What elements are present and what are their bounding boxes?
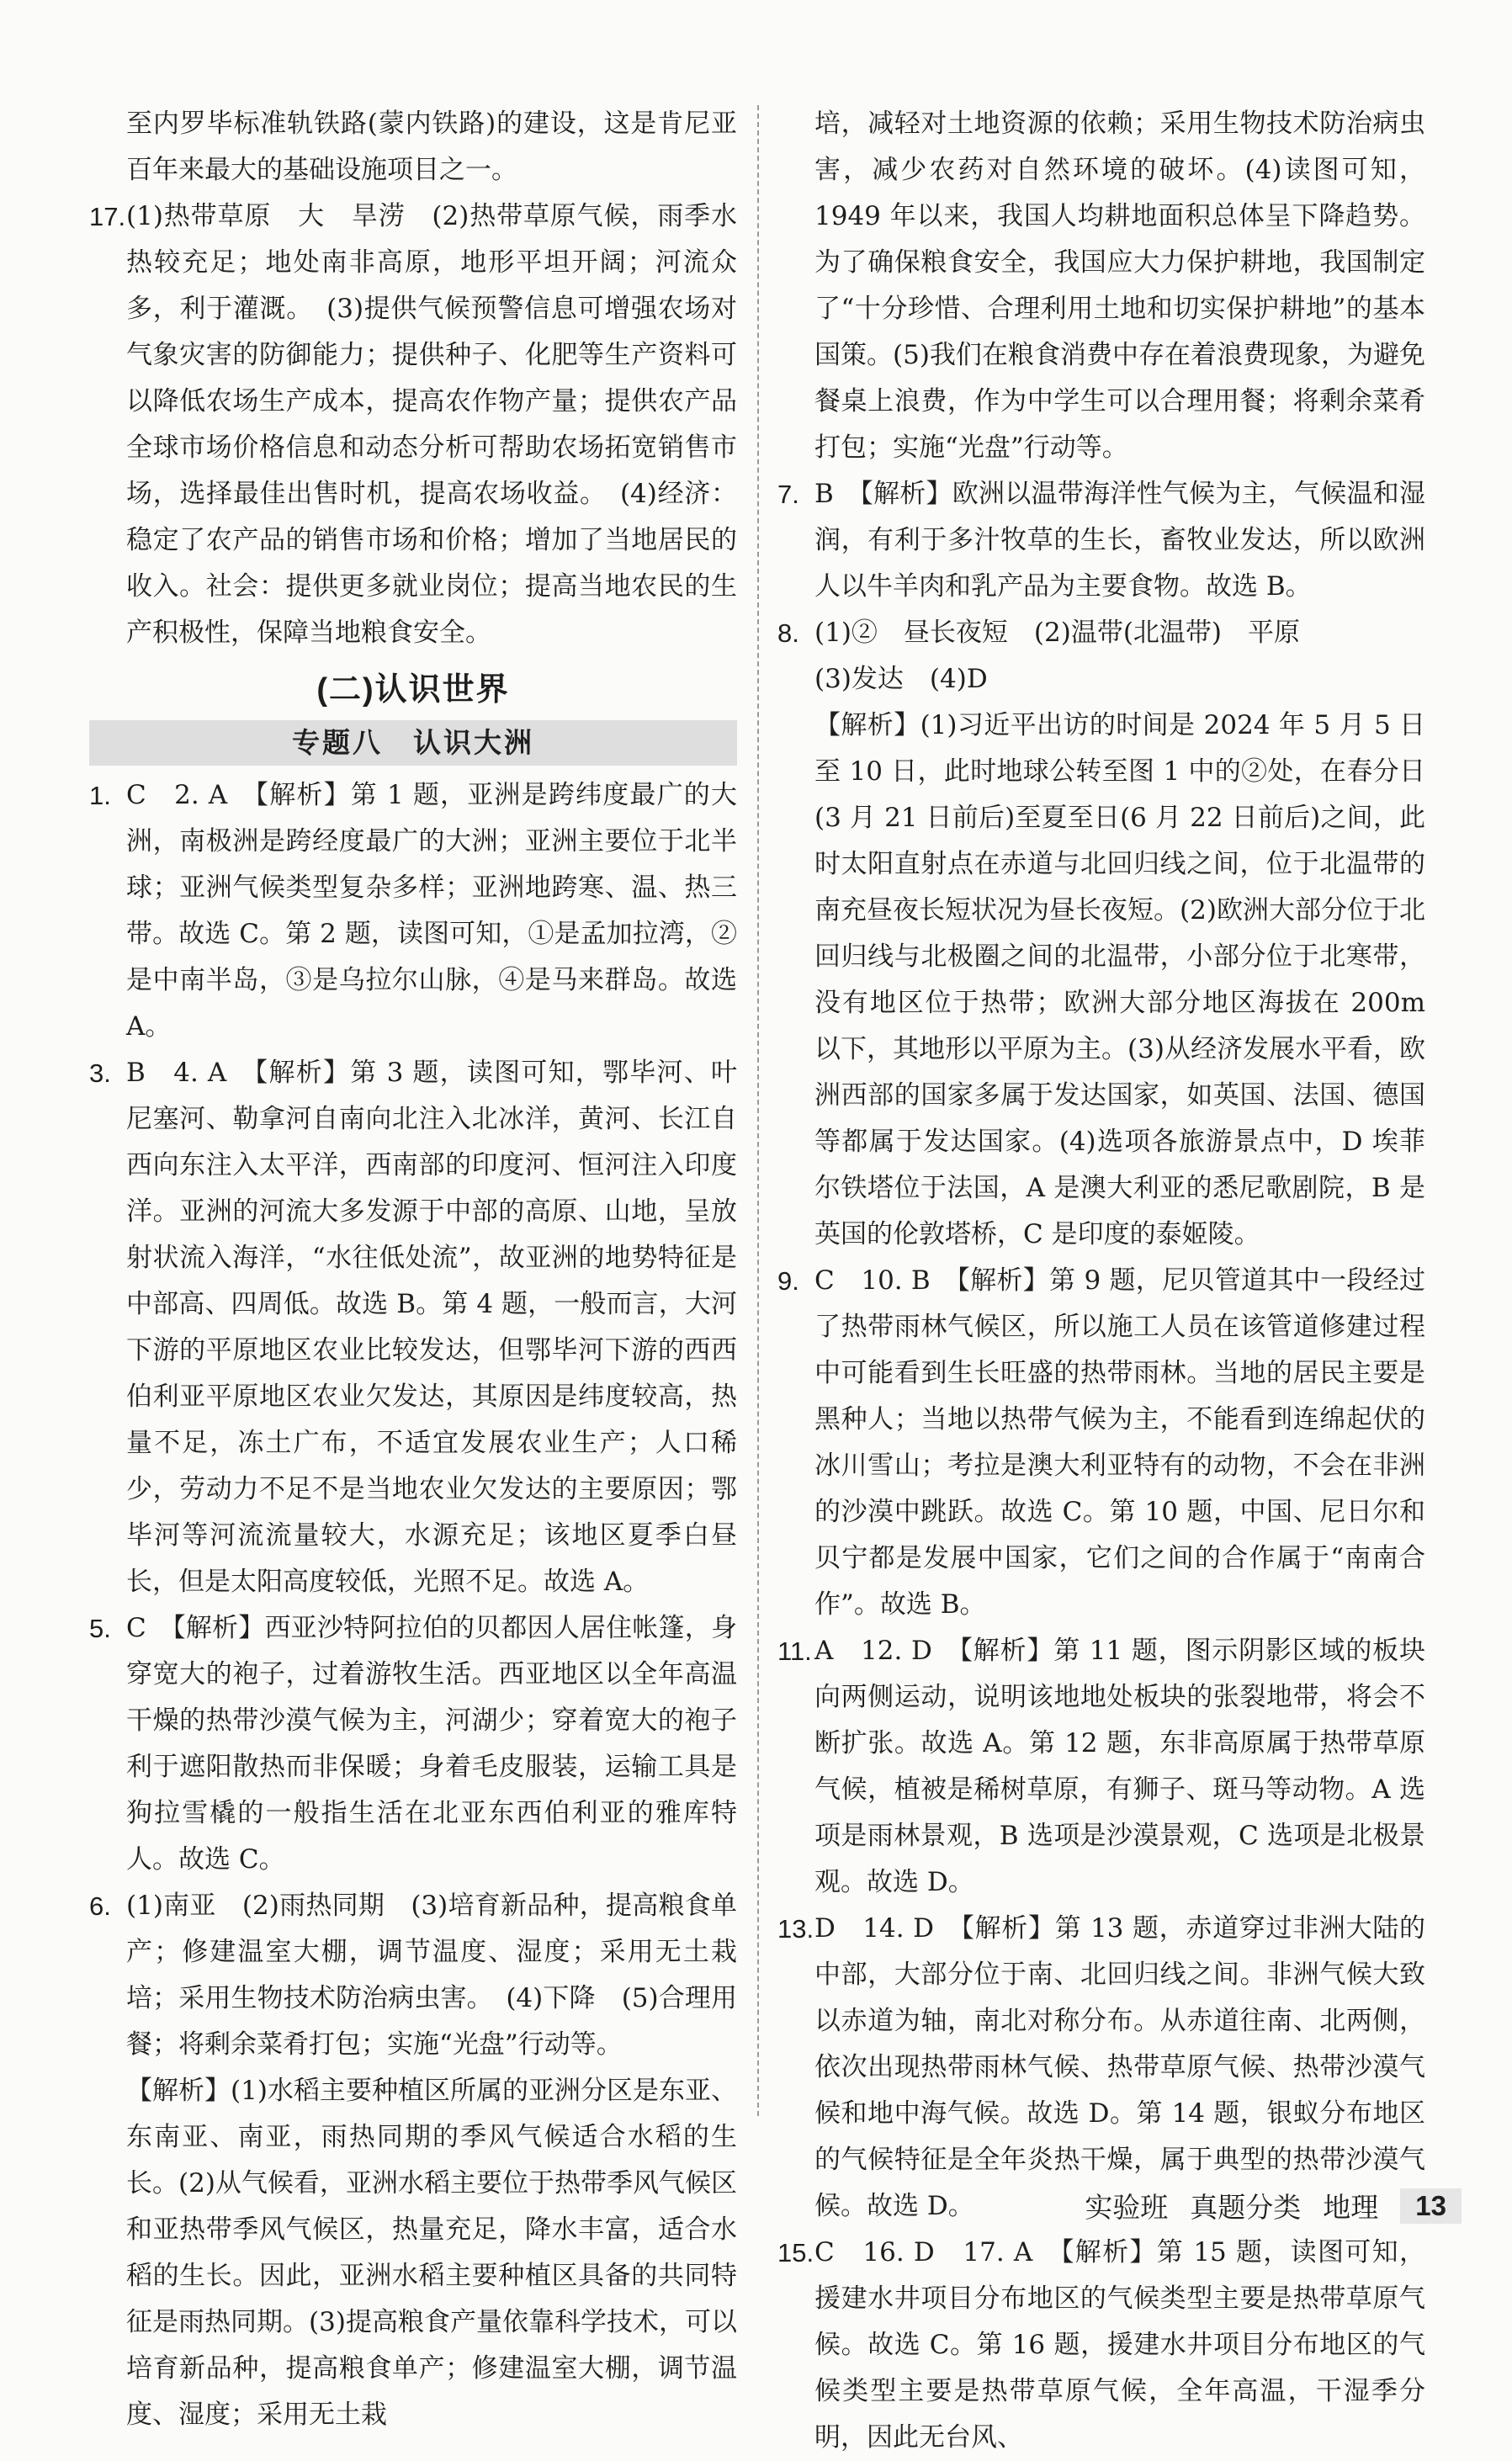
answer-6: [89, 1883, 737, 2068]
answer-text: B 4. A 【解析】第 3 题，读图可知，鄂毕河、叶尼塞河、勒拿河自南向北注入北冰洋，黄河、长江自西向东注入太平洋，西南部的印度河、恒河注入印度洋。亚洲的河流大多发源于中部的高原、山地，呈放射状流入海洋，“水往低处流”，故亚洲的地势特征是中部高、四周低。故选 B。第 4 题，一般而言，大河下游的平原地区农业比较发达，但鄂毕河下游的西西伯利亚平原地区农业欠发达，其原因是纬度较高，热量不足，冻土广布，不适宜发展农业生产；人口稀少，劳动力不足不是当地农业欠发达的主要原因；鄂毕河等河流流量较大，水源充足；该地区夏季白昼长，但是太阳高度较低，光照不足。故选 A。: [126, 1058, 737, 1597]
answer-line: (3)发达 (4)D: [814, 664, 988, 694]
answer-text: C 10. B 【解析】第 9 题，尼贝管道其中一段经过了热带雨林气候区，所以施工人员在该管道修建过程中可能看到生长旺盛的热带雨林。当地的居民主要是黑种人；当地以热带气候为主，不能看到连绵起伏的冰川雪山；考拉是澳大利亚特有的动物，不会在非洲的沙漠中跳跃。故选 C。第 10 题，中国、尼日尔和贝宁都是发展中国家，它们之间的合作属于“南南合作”。故选 B。: [814, 1265, 1425, 1620]
analysis-text: 【解析】(1)习近平出访的时间是 2024 年 5 月 5 日至 10 日，此时地球公转至图 1 中的②处，在春分日(3 月 21 日前后)至夏至日(6 月 22 日前后)之间，此时太阳直射点在赤道与北回归线之间，位于北温带的南充昼夜长短状况为昼长夜短。(2)欧洲大部分位于北回归线与北极圈之间的北温带，小部分位于北寒带，没有地区位于热带；欧洲大部分地区海拔在 200m 以下，其地形以平原为主。(3)从经济发展水平看，欧洲西部的国家多属于发达国家，如英国、法国、德国等都属于发达国家。(4)选项各旅游景点中，D 埃菲尔铁塔位于法国，A 是澳大利亚的悉尼歌剧院，B 是英国的伦敦塔桥，C 是印度的泰姬陵。: [814, 710, 1425, 1249]
question-number: 7.: [777, 480, 799, 509]
answer-text: C 2. A 【解析】第 1 题，亚洲是跨纬度最广的大洲，南极洲是跨经度最广的大洲；亚洲主要位于北半球；亚洲气候类型复杂多样；亚洲地跨寒、温、热三带。故选 C。第 2 题，读图可知，①是孟加拉湾，②是中南半岛，③是乌拉尔山脉，④是马来群岛。故选 A。: [126, 780, 737, 1042]
answer-3: [89, 1050, 737, 1605]
answer-7: [777, 471, 1425, 610]
question-number: 17.: [89, 202, 126, 231]
question-number: 3.: [89, 1058, 111, 1088]
right-column: [777, 101, 1425, 2461]
answer-text: C 【解析】西亚沙特阿拉伯的贝都因人居住帐篷，身穿宽大的袍子，过着游牧生活。西亚地区以全年高温干燥的热带沙漠气候为主，河湖少；穿着宽大的袍子利于遮阳散热而非保暖；身着毛皮服装，运输工具是狗拉雪橇的一般指生活在北亚东西伯利亚的雅库特人。故选 C。: [126, 1613, 737, 1875]
question-number: 13.: [777, 1914, 814, 1944]
question-number: 8.: [777, 618, 799, 648]
answer-11: [777, 1628, 1425, 1906]
answer-text: (1)南亚 (2)雨热同期 (3)培育新品种，提高粮食单产；修建温室大棚，调节温度、湿度；采用无土栽培；采用生物技术防治病虫害。 (4)下降 (5)合理用餐；将剩余菜肴打包；实施“光盘”行动等。: [126, 1891, 737, 2060]
question-number: 1.: [89, 781, 111, 810]
question-number: 11.: [777, 1636, 812, 1666]
page-number: 13: [1400, 2188, 1462, 2224]
answer-text: C 16. D 17. A 【解析】第 15 题，读图可知，援建水井项目分布地区的气候类型主要是热带草原气候。故选 C。第 16 题，援建水井项目分布地区的气候类型主要是热带草原气候，全年高温，干湿季分明，因此无台风、: [814, 2237, 1425, 2453]
question-number: 5.: [89, 1614, 111, 1643]
answer-line: (1)② 昼长夜短 (2)温带(北温带) 平原: [814, 618, 1301, 648]
continued-text: 培，减轻对土地资源的依赖；采用生物技术防治病虫害，减少农药对自然环境的破坏。(4)读图可知，1949 年以来，我国人均耕地面积总体呈下降趋势。为了确保粮食安全，我国应大力保护耕地，我国制定了“十分珍惜、合理利用土地和切实保护耕地”的基本国策。(5)我们在粮食消费中存在着浪费现象，为避免餐桌上浪费，作为中学生可以合理用餐；将剩余菜肴打包；实施“光盘”行动等。: [814, 109, 1425, 463]
answer-text: A 12. D 【解析】第 11 题，图示阴影区域的板块向两侧运动，说明该地地处板块的张裂地带，将会不断扩张。故选 A。第 12 题，东非高原属于热带草原气候，植被是稀树草原，有狮子、斑马等动物。A 选项是雨林景观，B 选项是沙漠景观，C 选项是北极景观。故选 D。: [814, 1636, 1425, 1897]
left-column: [89, 101, 737, 2438]
answer-15: [777, 2230, 1425, 2461]
continued-text: 至内罗毕标准轨铁路(蒙内铁路)的建设，这是肯尼亚百年来最大的基础设施项目之一。: [126, 109, 737, 185]
answer-text: B 【解析】欧洲以温带海洋性气候为主，气候温和湿润，有利于多汁牧草的生长，畜牧业发达，所以欧洲人以牛羊肉和乳产品为主要食物。故选 B。: [814, 479, 1425, 602]
page-footer: [1085, 2186, 1462, 2225]
footer-subject: 地理: [1323, 2192, 1379, 2223]
answer-8: [777, 610, 1425, 703]
question-number: 9.: [777, 1266, 799, 1296]
question-number: 15.: [777, 2238, 814, 2267]
section-title: (二)认识世界: [316, 672, 510, 708]
answer-1: [89, 772, 737, 1050]
answer-text: (1)热带草原 大 旱涝 (2)热带草原气候，雨季水热较充足；地处南非高原，地形平坦开阔；河流众多，利于灌溉。 (3)提供气候预警信息可增强农场对气象灾害的防御能力；提供种子、化肥等生产资料可以降低农场生产成本，提高农作物产量；提供农产品全球市场价格信息和动态分析可帮助农场拓宽销售市场，选择最佳出售时机，提高农场收益。 (4)经济：稳定了农产品的销售市场和价格；增加了当地居民的收入。社会：提供更多就业岗位；提高当地农民的生产积极性，保障当地粮食安全。: [126, 201, 737, 648]
answer-17: [89, 194, 737, 656]
topic-title: 专题八 认识大洲: [89, 720, 737, 766]
analysis-text: 【解析】(1)水稻主要种植区所属的亚洲分区是东亚、东南亚、南亚，雨热同期的季风气候适合水稻的生长。(2)从气候看，亚洲水稻主要位于热带季风气候区和亚热带季风气候区，热量充足，降水丰富，适合水稻的生长。因此，亚洲水稻主要种植区具备的共同特征是雨热同期。(3)提高粮食产量依靠科学技术，可以培育新品种，提高粮食单产；修建温室大棚，调节温度、湿度；采用无土栽: [126, 2076, 737, 2430]
footer-book: 真题分类: [1190, 2192, 1302, 2223]
column-divider: [757, 105, 759, 2116]
answer-text: D 14. D 【解析】第 13 题，赤道穿过非洲大陆的中部，大部分位于南、北回归线之间。非洲气候大致以赤道为轴，南北对称分布。从赤道往南、北两侧，依次出现热带雨林气候、热带草原气候、热带沙漠气候和地中海气候。故选 D。第 14 题，银蚁分布地区的气候特征是全年炎热干燥，属于典型的热带沙漠气候。故选 D。: [814, 1913, 1425, 2221]
answer-9: [777, 1258, 1425, 1628]
footer-series: 实验班: [1085, 2192, 1169, 2223]
question-number: 6.: [89, 1891, 111, 1921]
answer-13: [777, 1906, 1425, 2230]
answer-5: [89, 1605, 737, 1883]
